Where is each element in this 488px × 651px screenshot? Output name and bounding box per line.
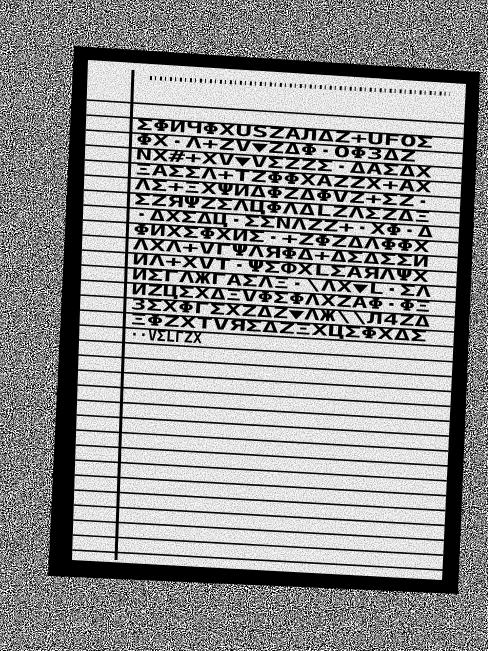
page-surface <box>60 55 480 595</box>
paper-grain <box>60 55 480 595</box>
